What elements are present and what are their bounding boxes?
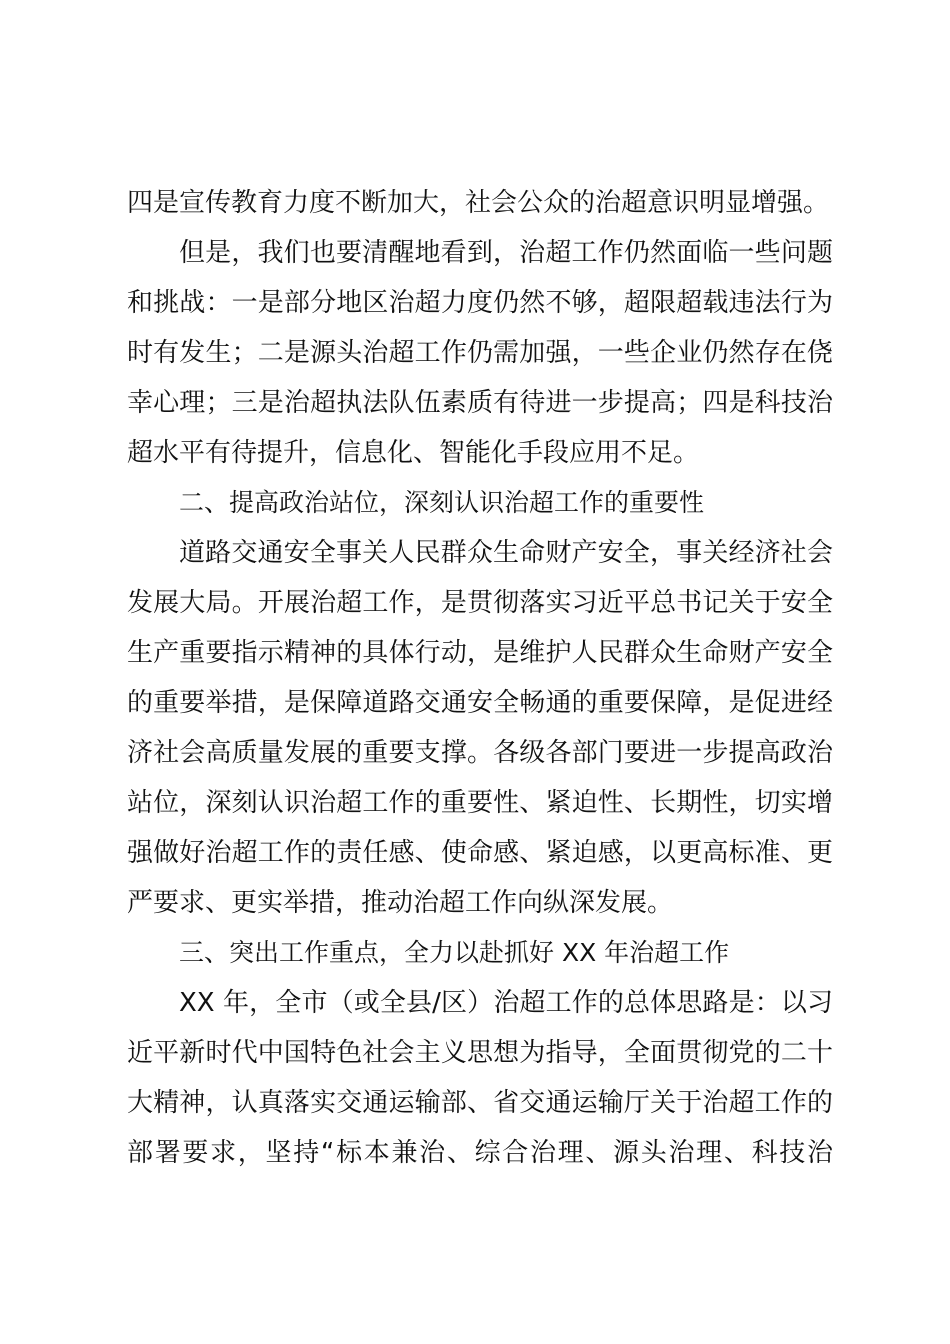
paragraph-line: XX 年，全市（或全县/区）治超工作的总体思路是：以习	[179, 988, 833, 1018]
paragraph-line: 和挑战：一是部分地区治超力度仍然不够，超限超载违法行为	[127, 288, 833, 318]
paragraph-line: 发展大局。开展治超工作，是贯彻落实习近平总书记关于安全	[127, 588, 833, 618]
paragraph-line: 四是宣传教育力度不断加大，社会公众的治超意识明显增强。	[127, 188, 830, 218]
paragraph-line: 济社会高质量发展的重要支撑。各级各部门要进一步提高政治	[127, 738, 833, 768]
paragraph-line: 时有发生；二是源头治超工作仍需加强，一些企业仍然存在侥	[127, 338, 833, 368]
paragraph-line: 强做好治超工作的责任感、使命感、紧迫感，以更高标准、更	[127, 838, 833, 868]
document-body	[127, 178, 833, 1178]
paragraph-line: 超水平有待提升，信息化、智能化手段应用不足。	[127, 438, 700, 468]
paragraph-line: 幸心理；三是治超执法队伍素质有待进一步提高；四是科技治	[127, 388, 833, 418]
paragraph-line: 生产重要指示精神的具体行动，是维护人民群众生命财产安全	[127, 638, 833, 668]
paragraph-line: 近平新时代中国特色社会主义思想为指导，全面贯彻党的二十	[127, 1038, 833, 1068]
paragraph-line: 严要求、更实举措，推动治超工作向纵深发展。	[127, 888, 674, 918]
paragraph-line: 大精神，认真落实交通运输部、省交通运输厅关于治超工作的	[127, 1088, 833, 1118]
paragraph-line: 部署要求，坚持“标本兼治、综合治理、源头治理、科技治	[127, 1138, 833, 1168]
section-heading: 二、提高政治站位，深刻认识治超工作的重要性	[179, 488, 705, 517]
paragraph-line: 但是，我们也要清醒地看到，治超工作仍然面临一些问题	[179, 238, 833, 268]
paragraph-line: 的重要举措，是保障道路交通安全畅通的重要保障，是促进经	[127, 688, 833, 718]
section-heading: 三、突出工作重点，全力以赴抓好 XX 年治超工作	[179, 938, 730, 967]
paragraph-line: 站位，深刻认识治超工作的重要性、紧迫性、长期性，切实增	[127, 788, 833, 818]
paragraph-line: 道路交通安全事关人民群众生命财产安全，事关经济社会	[179, 538, 833, 568]
